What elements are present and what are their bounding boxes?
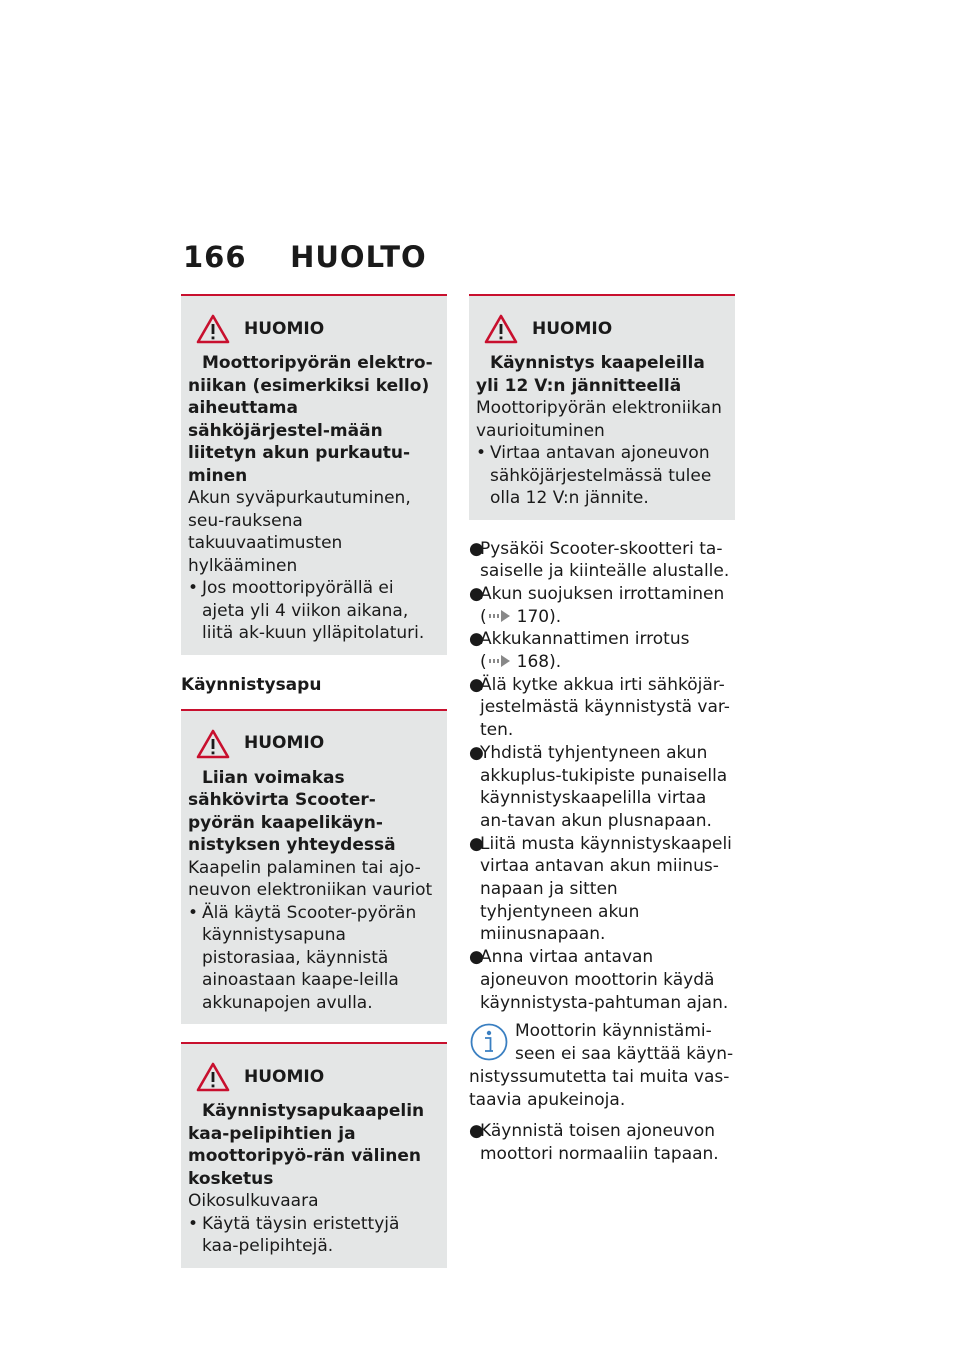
warning-icon <box>196 729 230 759</box>
notice-label: HUOMIO <box>244 1066 325 1087</box>
notice-label: HUOMIO <box>244 318 325 339</box>
notice-consequence: Moottoripyörän elektroniikan vaurioituminen <box>476 398 722 441</box>
notice-bullet: • Älä käytä Scooter-pyörän käynnistysapuna pistorasiaa, käynnistä ainoastaan kaape-leilla akkunapojen avulla. <box>188 902 417 1013</box>
warning-icon <box>196 314 230 344</box>
list-item: ● Anna virtaa antavan ajoneuvon moottorin käydä käynnistysta-pahtuman ajan. <box>469 947 729 1013</box>
info-icon <box>469 1022 509 1062</box>
warning-icon <box>196 1062 230 1092</box>
list-item: ● Liitä musta käynnistyskaapeli virtaa antavan akun miinus-napaan ja sitten tyhjentyneen akun miinusnapaan. <box>469 833 732 945</box>
notice-bullet: • Virtaa antavan ajoneuvon sähköjärjestelmässä tulee olla 12 V:n jännite. <box>476 443 712 508</box>
notice-heading: Liian voimakas sähkövirta Scooter-pyörän kaapelikäyn-nistyksen yhteydessä <box>188 767 396 855</box>
notice-label: HUOMIO <box>532 318 613 339</box>
left-column <box>181 294 447 1286</box>
notice-heading: Moottoripyörän elektro-niikan (esimerkiksi kello) aiheuttama sähköjärjestel-mään liitetyn akun purkautu-minen <box>188 353 433 486</box>
notice-heading: Käynnistysapukaapelin kaa-pelipihtien ja moottoripyö-rän välinen kosketus <box>188 1101 425 1189</box>
page-number: 166 <box>183 240 247 274</box>
page-reference-arrow-icon <box>489 609 511 623</box>
section-title: Käynnistysapu <box>181 674 322 695</box>
instruction-list <box>469 538 735 1166</box>
notice-box <box>181 294 447 655</box>
notice-box <box>181 709 447 1025</box>
list-item: ● Älä kytke akkua irti sähköjär-jestelmästä käynnistystä var-ten. <box>469 674 730 741</box>
page-reference[interactable]: 170). <box>516 606 562 627</box>
notice-label: HUOMIO <box>244 733 325 754</box>
notice-consequence: Kaapelin palaminen tai ajo-neuvon elektroniikan vauriot <box>188 857 433 900</box>
notice-consequence: Oikosulkuvaara <box>188 1191 319 1211</box>
notice-box <box>469 294 735 520</box>
info-text: Moottorin käynnistämi-seen ei saa käyttää käyn-nistyssumutetta tai muita vas-taavia apukeinoja. <box>469 1021 734 1111</box>
page-reference[interactable]: 168). <box>516 652 562 673</box>
notice-bullet: • Käytä täysin eristettyjä kaa-pelipihtejä. <box>188 1213 400 1256</box>
page-reference-arrow-icon <box>489 654 511 668</box>
page-title: HUOLTO <box>290 240 427 274</box>
list-item: ● Akun suojuksen irrottaminen ( 170). <box>469 583 725 627</box>
warning-icon <box>484 314 518 344</box>
info-note <box>469 1020 735 1112</box>
list-item: ● Käynnistä toisen ajoneuvon moottori normaaliin tapaan. <box>469 1121 719 1164</box>
page-header <box>183 240 427 274</box>
notice-box <box>181 1042 447 1268</box>
list-item: ● Yhdistä tyhjentyneen akun akkuplus-tukipiste punaisella käynnistyskaapelilla virtaa an-tavan akun plusnapaan. <box>469 742 728 831</box>
list-item: ● Pysäköi Scooter-skootteri ta-saiselle ja kiinteälle alustalle. <box>469 538 730 582</box>
notice-heading: Käynnistys kaapeleilla yli 12 V:n jännitteellä <box>476 353 705 396</box>
right-column <box>469 294 735 1166</box>
notice-bullet: • Jos moottoripyörällä ei ajeta yli 4 viikon aikana, liitä ak-kuun ylläpitolaturi. <box>188 578 425 643</box>
list-item: ● Akkukannattimen irrotus ( 168). <box>469 629 690 673</box>
notice-consequence: Akun syväpurkautuminen, seu-rauksena takuuvaatimusten hylkääminen <box>188 488 411 576</box>
